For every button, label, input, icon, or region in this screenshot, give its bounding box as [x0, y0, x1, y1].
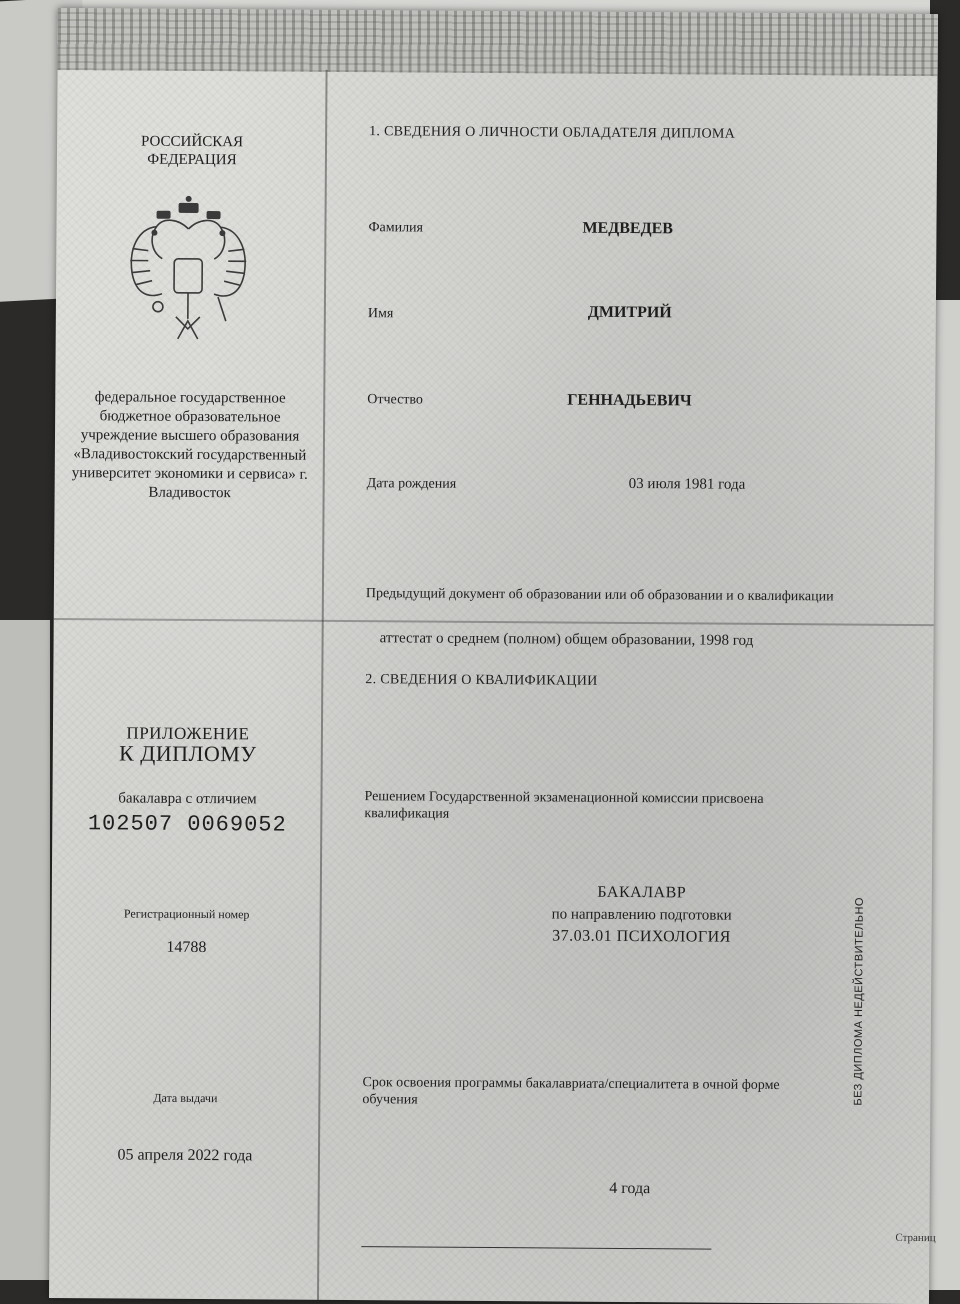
study-duration: 4 года [609, 1179, 651, 1198]
qualification-title: БАКАЛАВР [597, 883, 687, 902]
guilloche-band [58, 8, 938, 76]
signature-line [361, 1246, 711, 1249]
institution-name: федеральное государственное бюджетное образовательное учреждение высшего образования «Владивостокский государственный университет экономики и сервиса» г. Владивосток [71, 389, 308, 502]
name-label: Имя [367, 306, 394, 322]
direction-value: 37.03.01 ПСИХОЛОГИЯ [552, 927, 731, 946]
name-value: ДМИТРИЙ [587, 303, 672, 322]
birth-date-value: 03 июля 1981 года [628, 475, 746, 493]
appendix-title-line1: ПРИЛОЖЕНИЕ [126, 723, 250, 744]
appendix-title-line2: К ДИПЛОМУ [119, 740, 257, 767]
appendix-title [83, 723, 293, 767]
horizontal-fold-line [54, 618, 934, 626]
validity-notice-vertical: БЕЗ ДИПЛОМА НЕДЕЙСТВИТЕЛЬНО [852, 896, 866, 1106]
qualification-block [461, 881, 821, 950]
serial-number: 102507 0069052 [87, 811, 287, 838]
section1-title: 1. СВЕДЕНИЯ О ЛИЧНОСТИ ОБЛАДАТЕЛЯ ДИПЛОМА [369, 124, 736, 142]
issue-date: 05 апреля 2022 года [117, 1146, 253, 1165]
patronymic-label: Отчество [367, 392, 424, 408]
country-name: РОССИЙСКАЯ ФЕДЕРАЦИЯ [140, 133, 244, 169]
study-period-label: Срок освоения программы бакалавриата/специалитета в очной форме обучения [362, 1075, 780, 1108]
patronymic-value: ГЕННАДЬЕВИЧ [567, 391, 692, 410]
issue-date-label: Дата выдачи [153, 1090, 218, 1106]
background-paper-bottom-left [0, 620, 50, 1280]
registration-number-label: Регистрационный номер [123, 906, 250, 922]
previous-document-label: Предыдущий документ об образовании или об образовании и о квалификации [365, 586, 834, 605]
surname-value: МЕДВЕДЕВ [582, 219, 674, 238]
vertical-fold-line [317, 70, 328, 1300]
section2-title: 2. СВЕДЕНИЯ О КВАЛИФИКАЦИИ [365, 672, 598, 689]
surname-label: Фамилия [368, 220, 424, 236]
previous-document-value: аттестат о среднем (полном) общем образовании, 1998 год [379, 630, 754, 649]
birth-date-label: Дата рождения [366, 476, 457, 492]
registration-number: 14788 [166, 938, 207, 957]
direction-label: по направлению подготовки [551, 906, 732, 924]
double-headed-eagle-emblem [118, 188, 259, 349]
page-count-label: Страниц [895, 1231, 936, 1245]
diploma-supplement-sheet [49, 8, 938, 1304]
degree-type: бакалавра с отличием [118, 790, 257, 808]
commission-decision-text: Решением Государственной экзаменационной комиссии присвоена квалификация [364, 789, 764, 822]
